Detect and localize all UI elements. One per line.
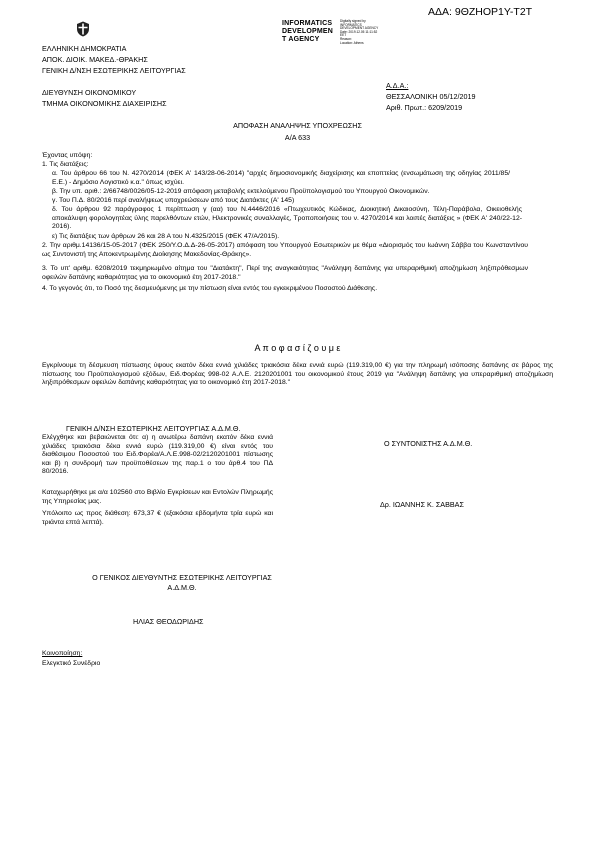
signature-detail: DEVELOPMENT AGENCY xyxy=(340,26,379,31)
logo-line-3: T AGENCY xyxy=(282,36,320,43)
signature-detail: INFORMATICS xyxy=(340,22,362,27)
item-1d: δ. Του άρθρου 92 παράγραφος 1 περίπτωση γ (αα) του Ν.4446/2016 «Πτωχευτικός Κώδικας, Διοικητική Δικαιοσύνη, Τέλη-Παράβολα, Οικειοθελής αποκάλυψη φορολογητέας ύλης παρελθόντων ετών, Ηλεκτρονικές συναλλαγές, Τροποποιήσεις του ν. 4270/2014 και λοιπές διατάξεις » (ΦΕΚ Α' 240/22-12-2016). xyxy=(52,206,522,231)
header-republic: ΕΛΛΗΝΙΚΗ ΔΗΜΟΚΡΑΤΙΑ xyxy=(42,44,127,53)
item-3: 3. Το υπ' αριθμ. 6208/2019 τεκμηριωμένο αίτημα του "Διατάκτη", Περί της αναγκαιότητας "Ανάληψη δαπάνης για υπεραριθμική αποζημίωση ληξιπρόθεσμων οφειλών δαπάνης καθαριότητας για το οικονομικό έτη 2017-2018." xyxy=(42,265,528,281)
protocol-number: Αριθ. Πρωτ.: 6209/2019 xyxy=(386,103,463,112)
notification-recipient: Ελεγκτικό Συνέδριο xyxy=(42,660,101,667)
ada-label: Α.Δ.Α.: xyxy=(386,81,409,90)
signature-detail: Date: 2019.12.05 11:11:52 xyxy=(340,29,378,34)
item-2: 2. Την αριθμ.14136/15-05-2017 (ΦΕΚ 250/Υ.Ο.Δ.Δ-26-05-2017) απόφαση του Υπουργού Εσωτερικών με θέμα «Διορισμός του Ιωάννη Σάββα του Κωνσταντίνου ως Συντονιστή της Αποκεντρωμένης Διοίκησης Μακεδονίας-Θράκης». xyxy=(42,242,528,258)
coordinator-name: Δρ. ΙΩΑΝΝΗΣ Κ. ΣΑΒΒΑΣ xyxy=(380,500,464,509)
director-title-2: Α.Δ.Μ.Θ. xyxy=(167,583,197,592)
signature-detail: Reason: xyxy=(340,36,352,41)
item-1a: α. Του άρθρου 66 του Ν. 4270/2014 (ΦΕΚ Α' 143/28-06-2014) "αρχές δημοσιονομικής διαχείρισης και εποπτείας (ενσωμάτωση της οδηγίας 2011/85/Ε.Ε.) - Δημόσιο Λογιστικό κ.α." όπως ισχύει. xyxy=(52,170,510,186)
decide-heading: Α π ο φ α σ ί ζ ο υ μ ε xyxy=(254,343,341,353)
greek-emblem-icon xyxy=(76,21,90,37)
considering-heading: Έχοντας υπόψη: xyxy=(42,152,93,159)
item-1c: γ. Του Π.Δ. 80/2016 περί αναλήψεως υποχρεώσεων από τους Διατάκτες (Α' 145) xyxy=(52,197,295,204)
place-date: ΘΕΣΣΑΛΟΝΙΚΗ 05/12/2019 xyxy=(386,92,476,101)
verification-paragraph-3: Υπόλοιπο ως προς διάθεση: 673,37 € (εξακόσια εβδομήντα τρία ευρώ και τριάντα επτά λεπτά). xyxy=(42,510,273,526)
verification-paragraph-2: Καταχωρήθηκε με α/α 102560 στο Βιβλίο Εγκρίσεων και Εντολών Πληρωμής της Υπηρεσίας μας. xyxy=(42,489,273,505)
signature-detail: EET xyxy=(340,33,347,38)
director-title: Ο ΓΕΝΙΚΟΣ ΔΙΕΥΘΥΝΤΗΣ ΕΣΩΤΕΡΙΚΗΣ ΛΕΙΤΟΥΡΓΙΑΣ xyxy=(92,573,272,582)
header-directorate: ΔΙΕΥΘΥΝΣΗ ΟΙΚΟΝΟΜΙΚΟΥ xyxy=(42,88,137,97)
ada-code: ΑΔΑ: 9ΘΖΗΟΡ1Υ-Τ2Τ xyxy=(428,6,533,18)
signature-detail: Location: Athens xyxy=(340,40,364,45)
header-department: ΤΜΗΜΑ ΟΙΚΟΝΟΜΙΚΗΣ ΔΙΑΧΕΙΡΙΣΗΣ xyxy=(42,99,167,108)
signature-logo xyxy=(282,20,333,44)
decision-number: Α/Α 633 xyxy=(284,133,311,142)
header-administration: ΑΠΟΚ. ΔΙΟΙΚ. ΜΑΚΕΔ.-ΘΡΑΚΗΣ xyxy=(42,55,148,64)
signature-detail: Digitally signed by xyxy=(340,19,366,23)
signature-details xyxy=(340,20,378,45)
decide-text: Εγκρίνουμε τη δέσμευση πίστωσης ύψους εκατόν δέκα εννιά χιλιάδες τριακόσια δέκα εννιά ευρώ (119.319,00 €) για την πληρωμή ισόποσης δαπάνης σε βάρος της πίστωσης του Προϋπολογισμού εξόδων, Ειδ.Φορέας 998-02 Α.Λ.Ε. 2120201001 του οικονομικού έτους 2019 για "Ανάληψη δαπάνης για υπεραριθμική αποζημίωση ληξιπρόθεσμων οφειλών δαπάνης καθαριότητας για το οικονομικό έτη 2017-2018." xyxy=(42,362,553,387)
verification-paragraph-1: Ελέγχθηκε και βεβαιώνεται ότι: α) η ανωτέρω δαπάνη εκατόν δέκα εννιά χιλιάδες τριακόσια δέκα εννιά ευρώ (119.319,00 €) είναι εντός του διαθέσιμου Ποσοστού του Ειδ.Φορέα/Α.Λ.Ε.998-02/2120201001 πίστωσης και β) η συνδρομή των προϋποθέσεων της παρ.1 ο του άρθ.4 του ΠΔ 80/2016. xyxy=(42,434,273,476)
director-name: ΗΛΙΑΣ ΘΕΟΔΩΡΙΔΗΣ xyxy=(133,617,204,626)
logo-line-1: INFORMATICS xyxy=(282,20,333,27)
decision-title: ΑΠΟΦΑΣΗ ΑΝΑΛΗΨΗΣ ΥΠΟΧΡΕΩΣΗΣ xyxy=(233,121,362,130)
item-4: 4. Το γεγονός ότι, το Ποσό της δεσμευόμενης με την πίστωση είναι εντός του εγκεκριμένου Ποσοστού Διάθεσης. xyxy=(42,285,378,292)
logo-line-2: DEVELOPMEN xyxy=(282,28,334,35)
header-general-directorate: ΓΕΝΙΚΗ Δ/ΝΣΗ ΕΣΩΤΕΡΙΚΗΣ ΛΕΙΤΟΥΡΓΙΑΣ xyxy=(42,66,186,75)
item-1: 1. Τις διατάξεις: xyxy=(42,161,89,168)
item-1b: β. Την υπ. αριθ.: 2/66748/0026/05-12-2019 απόφαση μεταβολής εκτελούμενου Προϋπολογισμού του Υπουργού Οικονομικών. xyxy=(52,188,430,195)
coordinator-title: Ο ΣΥΝΤΟΝΙΣΤΗΣ Α.Δ.Μ.Θ. xyxy=(384,439,473,448)
verification-heading: ΓΕΝΙΚΗ Δ/ΝΣΗ ΕΣΩΤΕΡΙΚΗΣ ΛΕΙΤΟΥΡΓΙΑΣ Α.Δ.Μ.Θ. xyxy=(66,424,241,433)
item-1e: ε) Τις διατάξεις των άρθρων 26 και 28 Α του Ν.4325/2015 (ΦΕΚ 47/Α/2015). xyxy=(52,233,280,240)
notification-label: Κοινοποίηση: xyxy=(42,650,83,657)
